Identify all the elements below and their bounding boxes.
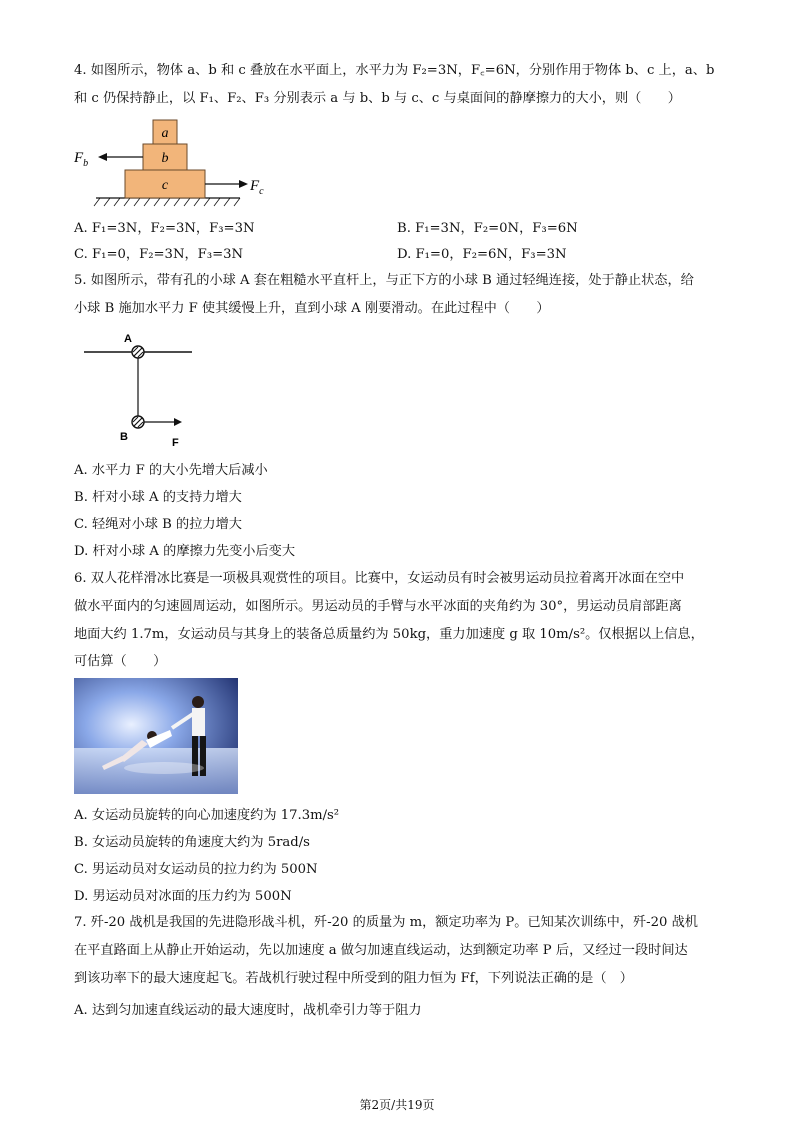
q6-option-b: B. 女运动员旋转的角速度大约为 5rad/s — [74, 835, 310, 850]
q6-text-line-4: 可估算（ ） — [74, 654, 167, 669]
block-a-label: a — [161, 126, 169, 141]
figure-skating-photo — [74, 678, 238, 794]
force-fb-label: $F_b$ — [74, 150, 89, 169]
q7-option-a: A. 达到匀加速直线运动的最大速度时，战机牵引力等于阻力 — [74, 1003, 422, 1018]
q4-text-line-2: 和 c 仍保持静止，以 F₁、F₂、F₃ 分别表示 a 与 b、b 与 c、c 与桌面间的静摩擦力的大小，则（ ） — [74, 91, 681, 106]
q5-option-c: C. 轻绳对小球 B 的拉力增大 — [74, 517, 242, 532]
q7-text-line-2: 在平直路面上从静止开始运动，先以加速度 a 做匀加速直线运动，达到额定功率 P 后，又经过一段时间达 — [74, 943, 688, 958]
label-a: A — [124, 333, 132, 345]
q6-text-line-2: 做水平面内的匀速圆周运动，如图所示。男运动员的手臂与水平冰面的夹角约为 30°，男运动员肩部距离 — [74, 599, 682, 614]
q4-option-a: A. F₁=3N，F₂=3N，F₃=3N — [74, 221, 255, 236]
block-b-label: b — [161, 151, 169, 166]
q7-text-line-1: 7. 歼-20 战机是我国的先进隐形战斗机，歼-20 的质量为 m，额定功率为 P。已知某次训练中，歼-20 战机 — [74, 915, 698, 930]
q6-option-a: A. 女运动员旋转的向心加速度约为 17.3m/s² — [74, 808, 340, 823]
q5-text-line-2: 小球 B 施加水平力 F 使其缓慢上升，直到小球 A 刚要滑动。在此过程中（ ） — [74, 301, 550, 316]
q5-option-d: D. 杆对小球 A 的摩擦力先变小后变大 — [74, 544, 296, 559]
q4-option-b: B. F₁=3N，F₂=0N，F₃=6N — [397, 221, 578, 236]
q4-option-d: D. F₁=0，F₂=6N，F₃=3N — [397, 247, 567, 262]
q4-stacked-blocks-figure — [70, 112, 280, 208]
force-fc-label: $F_c$ — [250, 178, 264, 197]
label-f: F — [172, 437, 179, 449]
q4-text-line-1: 4. 如图所示，物体 a、b 和 c 叠放在水平面上，水平力为 F₂=3N，F꜀=6N，分别作用于物体 b、c 上，a、b — [74, 63, 715, 78]
q5-text-line-1: 5. 如图所示，带有孔的小球 A 套在粗糙水平直杆上，与正下方的小球 B 通过轻绳连接，处于静止状态，给 — [74, 273, 694, 288]
q5-rod-ball-figure — [80, 330, 210, 450]
block-c-label: c — [161, 178, 169, 193]
page-number-footer: 第2页/共19页 — [359, 1098, 435, 1112]
q6-text-line-3: 地面大约 1.7m，女运动员与其身上的装备总质量约为 50kg，重力加速度 g 取 10m/s²。仅根据以上信息， — [74, 627, 704, 642]
q7-text-line-3: 到该功率下的最大速度起飞。若战机行驶过程中所受到的阻力恒为 Ff，下列说法正确的是（ ） — [74, 971, 633, 986]
q4-option-c: C. F₁=0，F₂=3N，F₃=3N — [74, 247, 244, 262]
q5-option-a: A. 水平力 F 的大小先增大后减小 — [74, 463, 268, 478]
q6-text-line-1: 6. 双人花样滑冰比赛是一项极具观赏性的项目。比赛中，女运动员有时会被男运动员拉着离开冰面在空中 — [74, 571, 685, 586]
q6-option-d: D. 男运动员对冰面的压力约为 500N — [74, 889, 292, 904]
q5-option-b: B. 杆对小球 A 的支持力增大 — [74, 490, 242, 505]
label-b: B — [120, 431, 128, 443]
q6-option-c: C. 男运动员对女运动员的拉力约为 500N — [74, 862, 318, 877]
